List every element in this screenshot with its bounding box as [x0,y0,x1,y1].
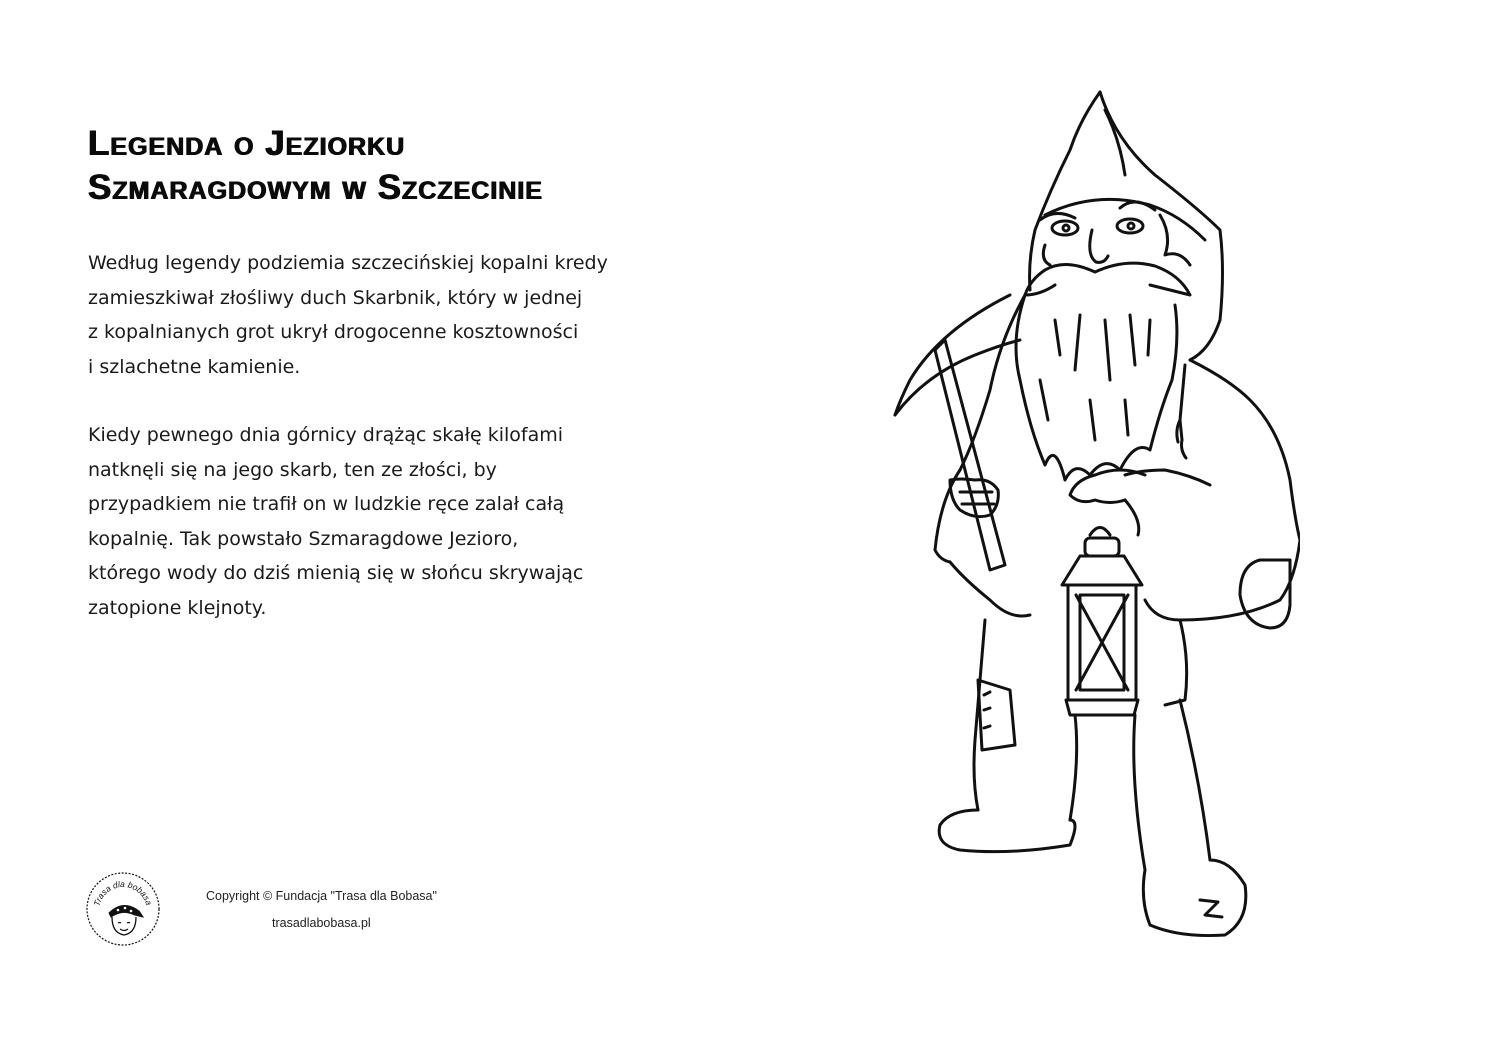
trousers [974,620,1210,870]
paragraph-line: Kiedy pewnego dnia górnicy drążąc skałę kilofami [88,424,564,446]
paragraph-line: przypadkiem nie trafił on w ludzkie ręce zalał całą [88,493,565,515]
pickaxe [895,295,1020,570]
paragraph-line: Według legendy podziemia szczecińskiej kopalni kredy [88,252,608,274]
copyright-notice: Copyright © Fundacja "Trasa dla Bobasa" [206,889,437,903]
paragraph-line: zamieszkiwał złośliwy duch Skarbnik, który w jednej [88,286,583,309]
paragraph-line: z kopalnianych grot ukrył drogocenne kosztowności [88,321,579,343]
legend-paragraph-1 [88,246,648,384]
paragraph-line: którego wody do dziś mienią się w słońcu skrywając [88,562,584,584]
coat [935,295,1300,705]
boots [939,810,1246,936]
paragraph-line: kopalnię. Tak powstało Szmaragdowe Jezioro, [88,527,519,550]
right-arm-and-hand [1070,470,1210,535]
website-url: trasadlabobasa.pl [272,916,371,930]
lantern [1062,528,1142,716]
title-line-1: Legenda o Jeziorku [88,124,406,163]
mustache-and-beard [1016,263,1190,480]
legend-paragraph-2 [88,418,648,625]
page-title [88,122,728,210]
hood [1030,92,1223,360]
paragraph-line: natknęli się na jego skarb, ten ze złości, by [88,458,497,481]
gnome-miner-illustration [880,80,1300,950]
title-line-2: Szmaragdowym w Szczecinie [88,168,543,207]
trasa-dla-bobasa-logo [85,871,161,947]
logo-text: Trasa dla bobasa [91,878,155,908]
paragraph-line: i szlachetne kamienie. [88,355,301,378]
paragraph-line: zatopione klejnoty. [88,596,267,619]
svg-text:Trasa dla bobasa [92,879,155,907]
